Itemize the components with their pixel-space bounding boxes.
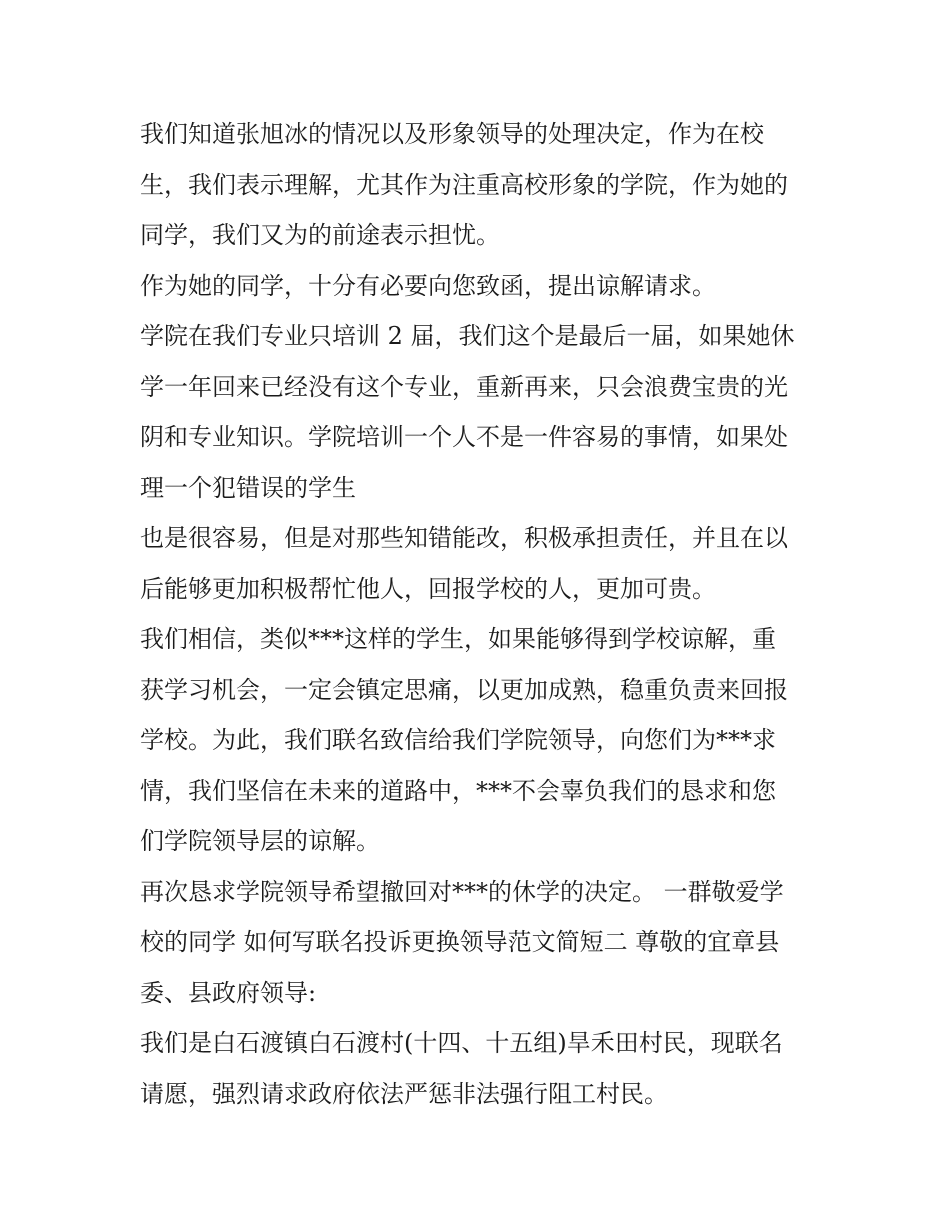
text-line: 同学，我们又为的前途表示担忧。 (140, 221, 500, 249)
text-line: 情，我们坚信在未来的道路中，***不会辜负我们的恳求和您 (140, 776, 776, 805)
document-body (140, 109, 820, 1119)
text-line: 请愿，强烈请求政府依法严惩非法强行阻工村民。 (140, 1079, 668, 1108)
text-line: 阴和专业知识。学院培训一个人不是一件容易的事情，如果处 (140, 423, 788, 451)
text-line: 生，我们表示理解，尤其作为注重高校形象的学院，作为她的 (140, 170, 788, 199)
text-line: 理一个犯错误的学生 (140, 473, 356, 502)
text-line: 学校。为此，我们联名致信给我们学院领导，向您们为***求 (140, 726, 776, 754)
text-line: 后能够更加积极帮忙他人，回报学校的人，更加可贵。 (140, 574, 716, 603)
text-line: 校的同学 如何写联名投诉更换领导范文简短二 尊敬的宜章县 (140, 928, 780, 956)
text-line: 也是很容易，但是对那些知错能改，积极承担责任，并且在以 (140, 524, 788, 552)
text-line: 我们知道张旭冰的情况以及形象领导的处理决定，作为在校 (140, 120, 764, 148)
text-line: 获学习机会，一定会镇定思痛，以更加成熟，稳重负责来回报 (140, 675, 788, 704)
text-line: 学一年回来已经没有这个专业，重新再来，只会浪费宝贵的光 (140, 372, 788, 401)
text-line: 们学院领导层的谅解。 (140, 827, 380, 855)
text-line: 再次恳求学院领导希望撤回对***的休学的决定。 一群敬爱学 (140, 877, 784, 906)
text-line: 学院在我们专业只培训 2 届，我们这个是最后一届，如果她休 (140, 322, 795, 350)
text-line: 我们是白石渡镇白石渡村(十四、十五组)旱禾田村民，现联名 (140, 1029, 783, 1057)
text-line: 委、县政府领导: (140, 978, 317, 1007)
text-line: 我们相信，类似***这样的学生，如果能够得到学校谅解，重 (140, 625, 776, 653)
text-line: 作为她的同学，十分有必要向您致函，提出谅解请求。 (140, 271, 716, 300)
